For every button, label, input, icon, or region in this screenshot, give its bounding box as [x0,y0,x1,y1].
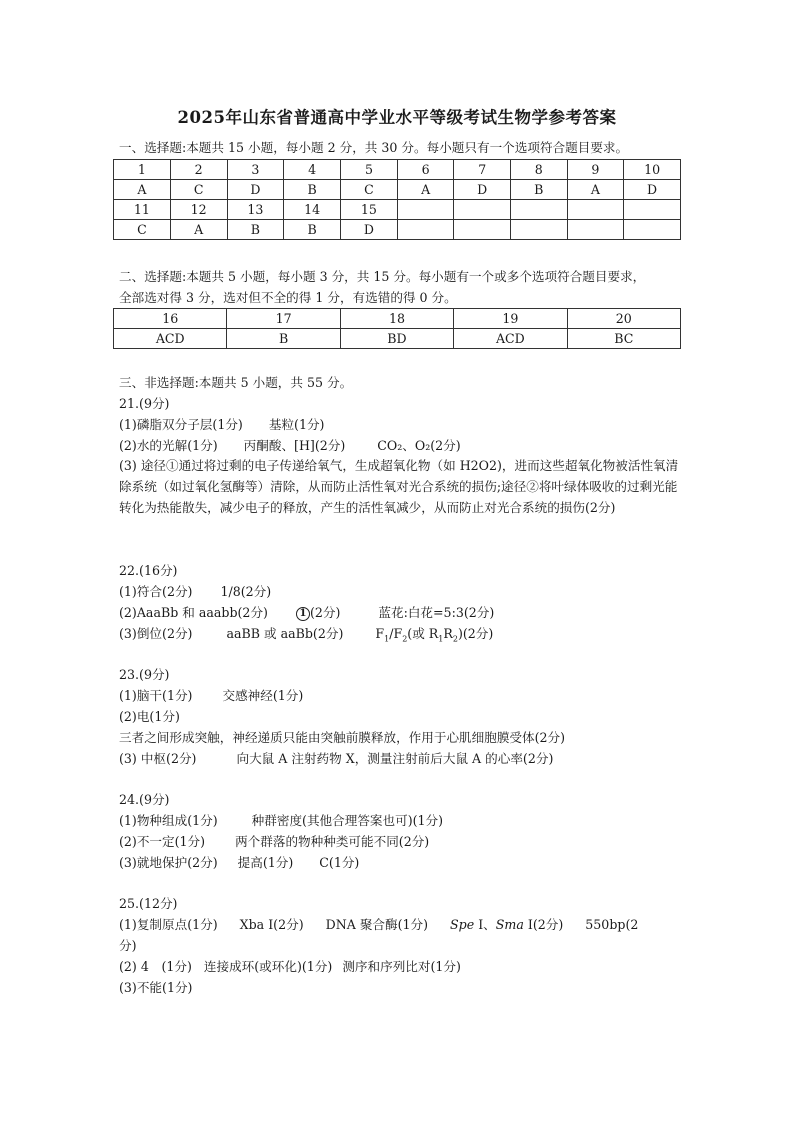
answer-text: 连接成环(或环化)(1分) [203,959,333,974]
table-cell [567,200,624,220]
answer-text: 向大鼠 A 注射药物 X，测量注射前后大鼠 A 的心率(2分) [236,751,554,766]
table-cell: 3 [227,160,284,180]
table-cell: B [511,180,568,200]
answer-text: 基粒(1分) [268,417,325,432]
table-cell: 10 [624,160,681,180]
table-cell: D [454,180,511,200]
table-cell: 14 [284,200,341,220]
table-cell [454,200,511,220]
q24-heading: 24.(9分) [119,792,170,807]
table-cell: 15 [341,200,398,220]
answer-table-2 [113,308,681,349]
answer-text: aaBB 或 aaBb(2分) [226,626,344,641]
table-cell: 11 [114,200,171,220]
table-cell: 2 [170,160,227,180]
answer-text: (3) 中枢(2分) [119,751,197,766]
section3-header: 三、非选择题:本题共 5 小题，共 55 分。 [119,375,353,390]
answer-text: (1)物种组成(1分) [119,813,218,828]
answer-text: 丙酮酸、[H](2分) [243,438,346,453]
q23-heading: 23.(9分) [119,667,170,682]
q25-answer-3: (3)不能(1分) [119,980,193,995]
table-cell: ACD [114,329,227,349]
table-cell: A [397,180,454,200]
answer-text: (2)不一定(1分) [119,834,206,849]
answer-table-1 [113,159,681,240]
answer-text: (2) 4 (1分) [119,959,192,974]
answer-text: 1/8(2分) [220,584,272,599]
table-cell: 4 [284,160,341,180]
answer-text: (3)倒位(2分) [119,626,193,641]
q21-heading: 21.(9分) [119,396,170,411]
q25-answer-1 [119,916,638,933]
section1-header: 一、选择题:本题共 15 小题，每小题 2 分，共 30 分。每小题只有一个选项符合题目要求。 [119,140,629,155]
table-cell: A [567,180,624,200]
table-cell: 20 [567,309,680,329]
q22-answer-2 [119,604,494,621]
table-cell: 18 [340,309,453,329]
answer-text: 两个群落的物种种类可能不同(2分) [235,834,430,849]
table-row [114,180,681,200]
table-cell: 6 [397,160,454,180]
table-cell: B [227,220,284,240]
table-cell: 12 [170,200,227,220]
table-cell: C [114,220,171,240]
answer-text: (1)脑干(1分) [119,688,193,703]
table-cell: A [170,220,227,240]
answer-text: (1)磷脂双分子层(1分) [119,417,243,432]
table-row [114,309,681,329]
table-cell: 5 [341,160,398,180]
table-row [114,329,681,349]
answer-text: (1)符合(2分) [119,584,193,599]
q22-answer-1 [119,583,271,600]
answer-text: 提高(1分) [237,855,294,870]
table-cell [397,200,454,220]
answer-text: 蓝花:白花=5:3(2分) [378,605,495,620]
q22-heading: 22.(16分) [119,563,178,578]
answer-text: (2)AaaBb 和 aaabb(2分) [119,605,268,620]
table-cell: 19 [454,309,567,329]
table-cell [624,220,681,240]
q25-answer-2 [119,958,461,975]
section2-header-line2: 全部选对得 3 分，选对但不全的得 1 分，有选错的得 0 分。 [119,290,457,305]
answer-text: DNA 聚合酶(1分) [325,917,429,932]
table-cell: D [341,220,398,240]
q23-answer-4 [119,750,553,767]
answer-text: Xba Ⅰ(2分) [239,917,304,932]
table-row [114,160,681,180]
table-cell [454,220,511,240]
table-cell [567,220,624,240]
table-cell: 7 [454,160,511,180]
q21-answer-2 [119,437,461,454]
table-row [114,200,681,220]
table-cell [511,220,568,240]
q24-answer-1 [119,812,443,829]
answer-text: (1)复制原点(1分) [119,917,218,932]
table-cell: C [341,180,398,200]
genotype-ratio: $F_1/F_2$(或 $R_1R_2)(2$分) [375,626,494,644]
table-cell: BC [567,329,680,349]
answer-text: C(1分) [319,855,360,870]
answer-text: 550bp(2 [585,917,639,932]
table-row [114,220,681,240]
q24-answer-2 [119,833,429,850]
section2-header-line1: 二、选择题:本题共 5 小题，每小题 3 分，共 15 分。每小题有一个或多个选项符合题目要求， [119,269,646,284]
table-cell: ACD [454,329,567,349]
table-cell: 8 [511,160,568,180]
q22-answer-3 [119,625,493,648]
q21-answer-1 [119,416,324,433]
table-cell [511,200,568,220]
table-cell: 17 [227,309,340,329]
enzyme-names: Spe Ⅰ、Sma Ⅰ(2分) [450,917,564,932]
answer-text: 种群密度(其他合理答案也可)(1分) [251,813,444,828]
table-cell: 9 [567,160,624,180]
q23-answer-3: 三者之间形成突触，神经递质只能由突触前膜释放，作用于心肌细胞膜受体(2分) [119,730,566,745]
q23-answer-2: (2)电(1分) [119,709,180,724]
table-cell [397,220,454,240]
table-cell: BD [340,329,453,349]
page-title: 2025年山东省普通高中学业水平等级考试生物学参考答案 [177,108,617,127]
table-cell: 1 [114,160,171,180]
q21-answer-3: (3) 途径①通过将过剩的电子传递给氧气，生成超氧化物（如 H2O2)，进而这些超氧化物被活性氧清除系统（如过氧化氢酶等）清除，从而防止活性氧对光合系统的损伤;途径②将叶绿体吸收的过剩光能转化为热能散失，减少电子的释放，产生的活性氧减少，从而防止对光合系统的损伤(2分) [119,458,679,515]
table-cell: B [284,180,341,200]
answer-text: (3)就地保护(2分) [119,855,218,870]
table-cell: B [284,220,341,240]
table-cell [624,200,681,220]
answer-text: 交感神经(1分) [222,688,304,703]
table-cell: D [624,180,681,200]
q23-answer-1 [119,687,303,704]
answer-text: CO₂、O₂(2分) [377,438,461,453]
table-cell: D [227,180,284,200]
q25-answer-1-cont: 分) [119,938,137,953]
q25-heading: 25.(12分) [119,896,178,911]
table-cell: 13 [227,200,284,220]
table-cell: B [227,329,340,349]
table-cell: A [114,180,171,200]
table-cell: 16 [114,309,227,329]
answer-text: 测序和序列比对(1分) [342,959,461,974]
circled-number: 1 [296,607,310,621]
answer-text: (2)水的光解(1分) [119,438,218,453]
table-cell: C [170,180,227,200]
answer-text: (2分) [309,605,341,620]
q24-answer-3 [119,854,359,871]
